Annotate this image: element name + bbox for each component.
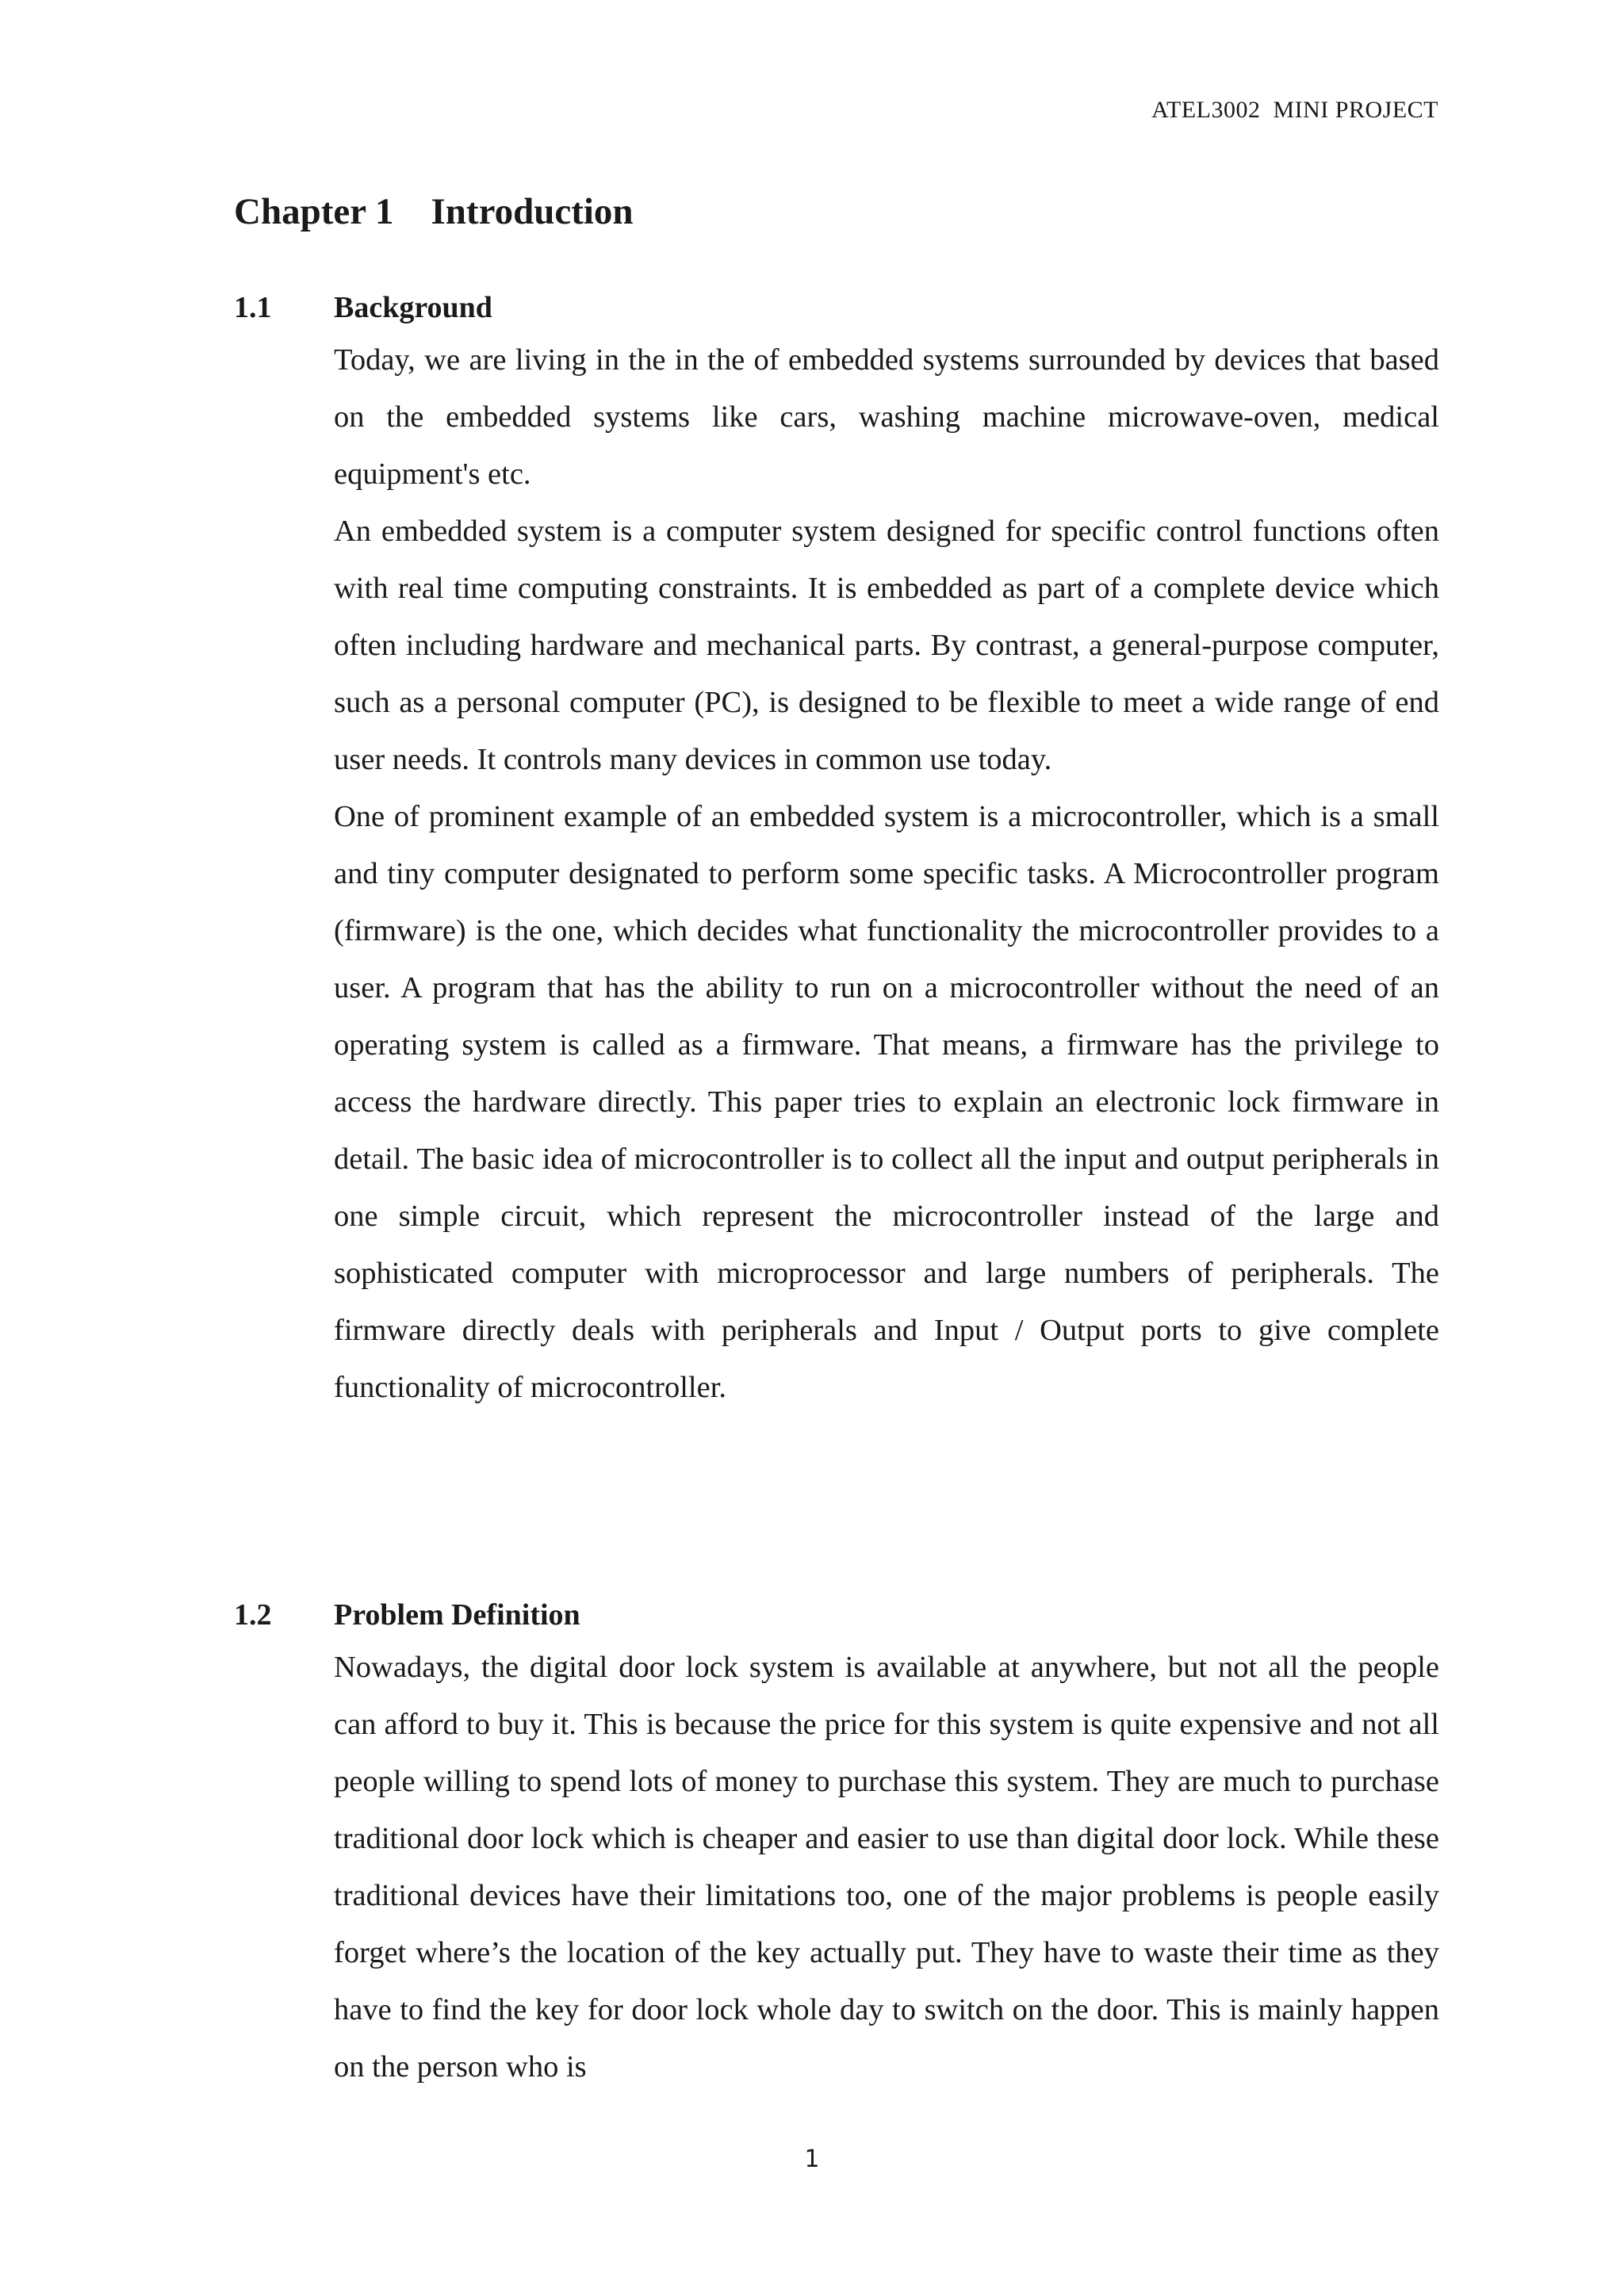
chapter-title: Chapter 1 Introduction [234, 191, 634, 232]
section-body [334, 1639, 1439, 2095]
section-number: 1.1 [234, 291, 272, 324]
page-number: 1 [804, 2145, 820, 2173]
section-number: 1.2 [234, 1598, 272, 1632]
section-title: Problem Definition [334, 1598, 580, 1632]
running-header: ATEL3002 MINI PROJECT [1151, 97, 1438, 123]
section-background [234, 284, 1439, 1416]
section-title: Background [334, 291, 492, 324]
section-problem-definition [234, 1591, 1439, 2095]
paragraph: Today, we are living in the in the of embedded systems surrounded by devices that based on the embedded systems like cars, washing machine microwave-oven, medical equipment's etc. [334, 343, 1439, 491]
section-body [334, 331, 1439, 1416]
paragraph: Nowadays, the digital door lock system is available at anywhere, but not all the people can afford to buy it. This is because the price for this system is quite expensive and not all people willing to spend lots of money to purchase this system. They are much to purchase traditional door lock which is cheaper and easier to use than digital door lock. While these traditional devices have their limitations too, one of the major problems is people easily forget where’s the location of the key actually put. They have to waste their time as they have to find the key for door lock whole day to switch on the door. This is mainly happen on the person who is [334, 1651, 1439, 2084]
section-heading [234, 1591, 1439, 1639]
paragraph: One of prominent example of an embedded system is a microcontroller, which is a small and tiny computer designated to perform some specific tasks. A Microcontroller program (firmware) is the one, which decides what functionality the microcontroller provides to a user. A program that has the ability to run on a microcontroller without the need of an operating system is called as a firmware. That means, a firmware has the privilege to access the hardware directly. This paper tries to explain an electronic lock firmware in detail. The basic idea of microcontroller is to collect all the input and output peripherals in one simple circuit, which represent the microcontroller instead of the large and sophisticated computer with microprocessor and large numbers of peripherals. The firmware directly deals with peripherals and Input / Output ports to give complete functionality of microcontroller. [334, 800, 1439, 1404]
section-heading [234, 284, 1439, 331]
paragraph: An embedded system is a computer system designed for specific control functions often with real time computing constraints. It is embedded as part of a complete device which often including hardware and mechanical parts. By contrast, a general-purpose computer, such as a personal computer (PC), is designed to be flexible to meet a wide range of end user needs. It controls many devices in common use today. [334, 515, 1439, 776]
